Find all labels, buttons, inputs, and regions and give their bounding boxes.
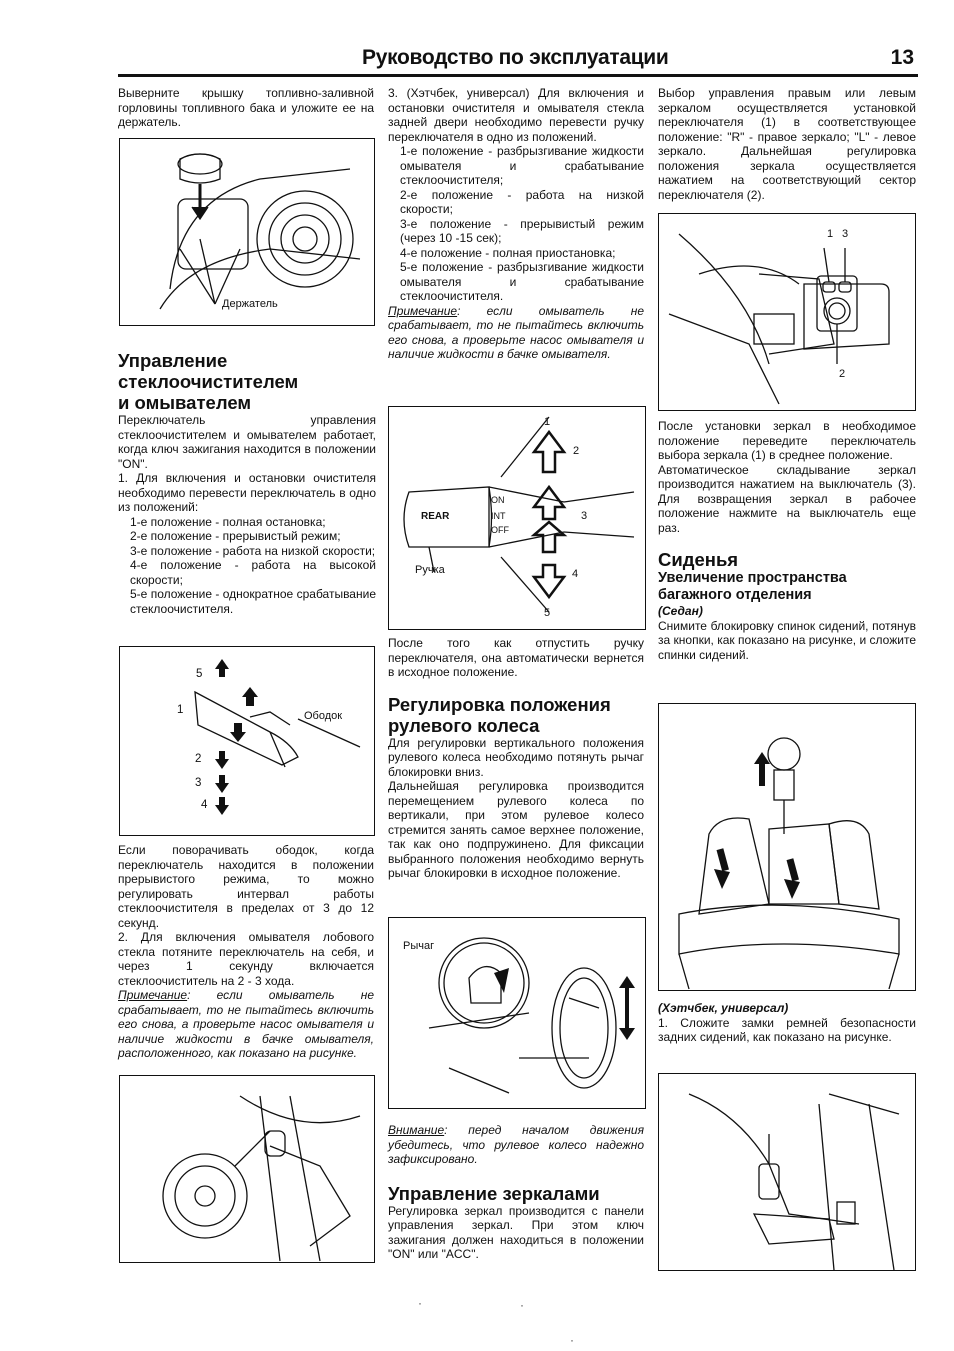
washer-tank-figure [119,1075,375,1263]
handle-label: Ручка [415,564,445,576]
scan-dot: · [570,1333,574,1347]
holder-label: Держатель [222,298,278,310]
rear-pos-2-number: 2 [573,445,580,457]
mirror-selector-number: 1 [827,228,834,240]
rear-washer-note-text: : если омыватель не срабатывает, то не пытайтесь включить его снова, а проверьте насос омывателя и наличие жидкости в бачке омывателя. [388,303,644,361]
fuel-cap-figure [119,138,375,326]
rear-pos-5: 5-е положение - разбрызгивание жидкости омывателя и срабатывание стеклоочистителя. [400,260,644,303]
rear-pos-1: 1-е положение - разбрызгивание жидкости омывателя и срабатывание стеклоочистителя; [400,144,644,187]
wiper-pos-4: 4-е положение - работа на высокой скорости; [130,558,376,587]
mirrors-p5: Регулировка зеркал производится с панели управления зеркал. При этом ключ зажигания должен находиться в положении "ON" или "ACC". [388,1203,644,1261]
washer-tank-illustration [120,1076,374,1262]
seat-belt-illustration [659,1074,915,1270]
on-label: ON [491,495,505,505]
steering-warning-text: : перед началом движения убедитесь, что рулевое колесо надежно зафиксировано. [388,1123,644,1166]
page-title: Руководство по эксплуатации [362,46,669,69]
off-label: OFF [491,525,509,535]
washer-note [118,988,374,1061]
mirror-switch-illustration [659,214,915,410]
washer-note-label: Примечание [118,988,188,1002]
sedan-text: Снимите блокировку спинок сидений, потянув за кнопки, как показано на рисунке, и сложите спинки сидений. [658,618,916,662]
rear-label: REAR [421,511,450,522]
wiper-section-title-line-3: и омывателем [118,392,252,413]
wiper-pos-2: 2-е положение - прерывистый режим; [130,529,341,543]
wiper-pos-1: 1-е положение - полная остановка; [130,514,326,529]
steering-section [388,636,644,881]
rim-label: Ободок [304,710,343,722]
mirror-p2: После установки зеркал в необходимое положение переведите переключатель выбора зеркала (1) в среднее положение. [658,419,916,462]
steering-title-line-2: рулевого колеса [388,714,540,736]
handle-return-text: После того как отпустить ручку переключателя, она автоматически вернется в исходное положение. [388,636,644,679]
steering-title-line-1: Регулировка положения [388,693,611,715]
rear-pos-4-number: 4 [572,568,579,580]
wiper-pos-3: 3-е положение - работа на низкой скорости; [130,543,376,558]
seat-belt-figure [658,1073,916,1271]
steering-warning [388,1123,644,1167]
mirror-pad-number: 2 [839,368,846,380]
mirror-text-2 [658,419,916,662]
rear-washer-note [388,304,644,362]
column-1 [118,86,374,130]
mirror-fold-button-number: 3 [842,228,849,240]
fuel-cap-intro: Выверните крышку топливно-заливной горловины топливного бака и уложите ее на держатель. [118,86,374,129]
wiper-pos-3-number: 3 [195,777,202,789]
lever-label: Рычаг [403,940,435,952]
wiper-p3: Если поворачивать ободок, когда переключатель находится в положении прерывистого режима, то можно регулировать интервал работы стеклоочистителя в пределах от 3 до 12 секунд. [118,843,374,930]
cargo-subtitle-line-2: багажного отделения [658,587,812,603]
wiper-section-title-line-1: Управление [118,350,228,371]
rear-wiper-p1: 3. (Хэтчбек, универсал) Для включения и остановки очистителя и омывателя стекла задней двери необходимо перевести ручку переключателя в одно из положений. [388,86,644,144]
wiper-section-title-line-2: стеклоочистителем [118,371,299,392]
mirrors-title: Управление зеркалами [388,1182,600,1204]
page-header [118,44,918,77]
rear-seat-figure [658,703,916,991]
washer-note-text: : если омыватель не срабатывает, то не пытайтесь включить его снова, а проверьте насос омывателя и наличие жидкости в бачке омывателя, расположенного, как показано на рисунке. [118,988,374,1060]
rear-washer-note-label: Примечание [388,303,458,318]
mirror-p3: Автоматическое складывание зеркал производится нажатием на выключатель (3). Для возвращения зеркал в рабочее положение нажмите на выключатель еще раз. [658,462,916,535]
cargo-subtitle-line-1: Увеличение пространства [658,570,847,586]
wiper-p4: 2. Для включения омывателя лобового стекла потяните переключатель на себя, и через 1 секунду включается стеклоочиститель на 2 - 3 хода. [118,930,374,988]
steering-p3: Для регулировки вертикального положения рулевого колеса необходимо потянуть рычаг блокировки вниз. [388,735,644,779]
sedan-label: (Седан) [658,604,703,618]
mirror-select-text: Выбор управления правым или левым зеркалом осуществляется установкой переключателя (1) в соответствующее положение: "R" - правое зеркало; "L" - левое зеркало. Дальнейшая регулировка положения зеркала осуществляется нажатием на соответствующий сектор переключателя (2). [658,86,916,202]
wiper-switch-figure [119,646,375,836]
wiper-p1: Переключатель управления стеклоочистителем и омывателем работает, когда ключ зажигания находится в положении "ON". [118,413,376,471]
rear-pos-3: 3-е положение - прерывистый режим (через 10 -15 сек); [400,216,644,245]
scan-dot: · [418,1296,422,1310]
rear-pos-2: 2-е положение - работа на низкой скорости; [400,187,644,216]
seats-title: Сиденья [658,549,739,570]
column-2 [388,86,644,362]
page-number: 13 [890,46,914,69]
hatch-text [658,1001,916,1045]
wiper-pos-5-number: 5 [196,668,203,680]
mirror-switch-figure [658,213,916,411]
scan-dot: · [520,1298,524,1312]
rear-pos-3-number: 3 [581,510,588,522]
int-label: INT [491,511,506,521]
rear-pos-4: 4-е положение - полная приостановка; [400,245,616,260]
steering-warning-label: Внимание [388,1123,445,1137]
column-3 [658,86,916,202]
mirror-section [388,1123,644,1262]
rear-pos-5-number: 5 [544,607,551,619]
wiper-interval-text [118,843,374,1061]
hatch-p5: 1. Сложите замки ремней безопасности задних сидений, как показано на рисунке. [658,1015,916,1044]
wiper-pos-1-number: 1 [177,704,184,716]
wiper-pos-5: 5-е положение - однократное срабатывание стеклоочистителя. [130,587,376,616]
hatch-label: (Хэтчбек, универсал) [658,1001,789,1015]
steering-p4: Дальнейшая регулировка производится перемещением рулевого колеса по вертикали, при этом рулевое колесо стремится занять самое верхнее положение, так как оно подпружинено. Для фиксации выбранного положения необходимо вернуть рычаг блокировки в исходное положение. [388,779,644,880]
wiper-section [118,350,376,616]
wiper-pos-4-number: 4 [201,799,208,811]
wiper-pos-2-number: 2 [195,753,202,765]
wiper-switch-illustration [120,647,374,835]
rear-wiper-figure [388,406,646,630]
steering-lever-figure [388,917,646,1109]
wiper-p2: 1. Для включения и остановки очистителя необходимо перевести переключатель в одно из положений: [118,471,376,514]
rear-pos-1-number: 1 [544,416,551,428]
rear-seat-illustration [659,704,915,990]
